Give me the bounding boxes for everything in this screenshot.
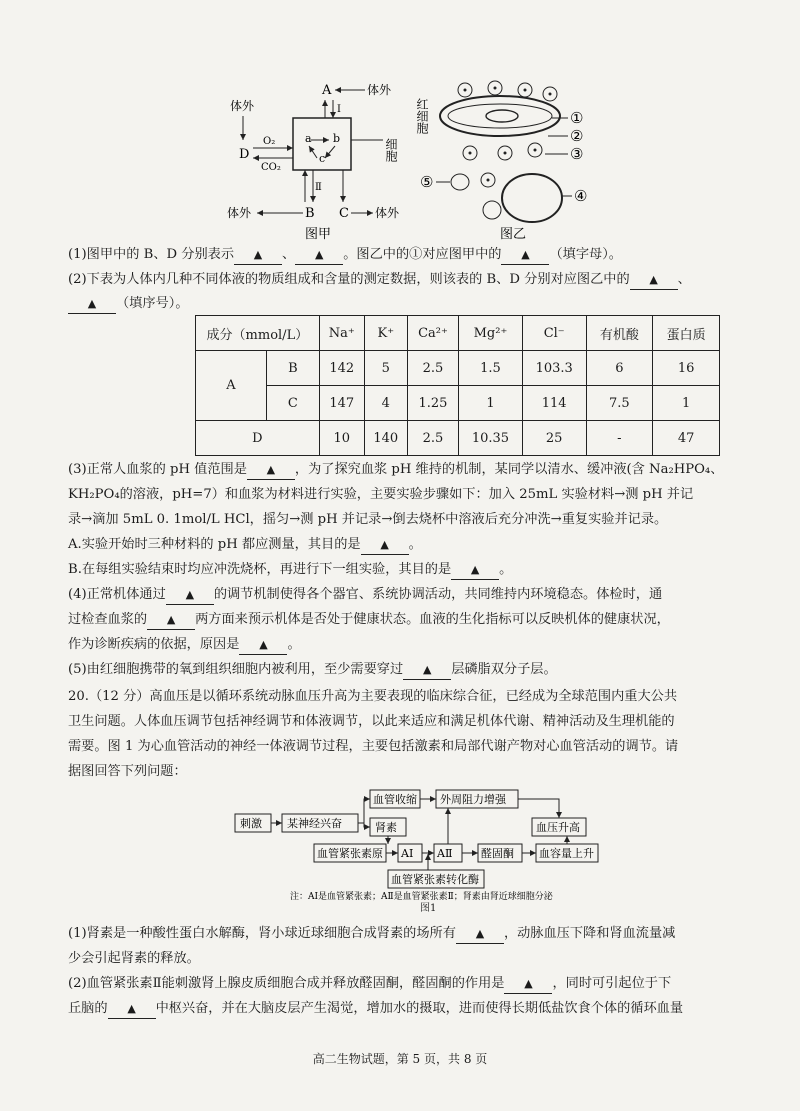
answer-blank[interactable]: ▲ — [166, 586, 214, 605]
q3-line-2: KH₂PO₄的溶液，pH=7）和血浆为材料进行实验，主要实验步骤如下：加入 25mL 实验材料→测 pH 并记 — [68, 487, 694, 502]
q2-line: (2)下表为人体内几种不同体液的物质组成和含量的测定数据，则该表的 B、D 分别对应图乙中的 ▲ 、 — [68, 271, 691, 290]
q20-line: 20.（12 分）高血压是以循环系统动脉血压升高为主要表现的临床综合征，已经成为全球范围内重大公共 — [68, 689, 678, 704]
table-header-cell: Na⁺ — [319, 316, 364, 351]
label-a: a — [305, 132, 312, 145]
q1-line: (1)图甲中的 B、D 分别表示 ▲ 、 ▲ 。图乙中的①对应图甲中的 ▲ （填字母）。 — [68, 246, 622, 265]
answer-blank[interactable]: ▲ — [247, 461, 295, 480]
q4-line-2: 过检查血浆的 ▲ 两方面来预示机体是否处于健康状态。血液的生化指标可以反映机体的健康状况， — [68, 611, 670, 630]
q4-line-3: 作为诊断疾病的依据，原因是 ▲ 。 — [68, 636, 301, 655]
row-label: D — [196, 421, 320, 456]
label-C: C — [339, 206, 349, 221]
label-rbc: 红细胞 — [415, 98, 429, 134]
answer-blank[interactable]: ▲ — [630, 271, 678, 290]
group-A-cell: A — [196, 351, 267, 421]
composition-table — [195, 315, 720, 456]
fig1-note: 注：AⅠ是血管紧张素；AⅡ是血管紧张素Ⅱ；肾素由肾近球细胞分泌 — [290, 892, 553, 902]
table-header-cell: 蛋白质 — [653, 316, 720, 351]
qA-line: A.实验开始时三种材料的 pH 都应测量，其目的是 ▲ 。 — [68, 536, 422, 555]
num-4: ④ — [574, 187, 588, 205]
answer-blank[interactable]: ▲ — [295, 246, 343, 265]
p2-line-2: 丘脑的 ▲ 中枢兴奋，并在大脑皮层产生渴觉，增加水的摄取，进而使得长期低盐饮食个体的循环血量 — [68, 1000, 683, 1019]
answer-blank[interactable]: ▲ — [108, 1000, 156, 1019]
num-5: ⑤ — [420, 173, 434, 191]
label-co2: CO₂ — [261, 162, 281, 173]
answer-blank[interactable]: ▲ — [239, 636, 287, 655]
answer-blank[interactable]: ▲ — [403, 661, 451, 680]
caption-yi: 图乙 — [500, 227, 527, 242]
q3-line-3: 录→滴加 5mL 0. 1mol/L HCl，摇匀→测 pH 并记录→倒去烧杯中溶液后充分冲洗→重复实验并记录。 — [68, 512, 668, 527]
table-row: C 147 4 1.25 1 114 7.5 1 — [196, 386, 720, 421]
caption-jia: 图甲 — [305, 227, 332, 242]
p2-line: (2)血管紧张素Ⅱ能刺激肾上腺皮质细胞合成并释放醛固酮，醛固酮的作用是 ▲ ，同时可引起位于下 — [68, 975, 671, 994]
svg-text:AⅠ: AⅠ — [401, 847, 414, 860]
qB-line: B.在每组实验结束时均应冲洗烧杯，再进行下一组实验，其目的是 ▲ 。 — [68, 561, 512, 580]
table-header-cell: Ca²⁺ — [407, 316, 458, 351]
q4-line: (4)正常机体通过 ▲ 的调节机制使得各个器官、系统协调活动，共同维持内环境稳态。体检时，通 — [68, 586, 662, 605]
answer-blank[interactable]: ▲ — [234, 246, 282, 265]
label-A: A — [322, 83, 332, 98]
table-header-row — [196, 316, 720, 351]
label-D: D — [239, 147, 250, 162]
answer-blank[interactable]: ▲ — [147, 611, 195, 630]
num-3: ③ — [570, 145, 584, 163]
q2-line-2: ▲ （填序号）。 — [68, 295, 189, 314]
svg-text:血压升高: 血压升高 — [536, 821, 580, 834]
figure-1 — [230, 786, 650, 902]
label-c: c — [319, 152, 326, 165]
capillary-4 — [502, 174, 562, 222]
num-1: ① — [570, 109, 584, 127]
label-roman1: I — [337, 104, 341, 115]
label-cell: 细胞 — [384, 138, 398, 162]
table-header-cell: Cl⁻ — [522, 316, 586, 351]
answer-blank[interactable]: ▲ — [361, 536, 409, 555]
svg-text:血管紧张素转化酶: 血管紧张素转化酶 — [391, 873, 479, 886]
label-bottom-right-out: 体外 — [375, 206, 400, 220]
figure-yi — [415, 78, 600, 243]
label-b: b — [333, 132, 341, 145]
answer-blank[interactable]: ▲ — [451, 561, 499, 580]
answer-blank[interactable]: ▲ — [456, 925, 504, 944]
q5-line: (5)由红细胞携带的氧到组织细胞内被利用，至少需要穿过 ▲ 层磷脂双分子层。 — [68, 661, 557, 680]
answer-blank[interactable]: ▲ — [504, 975, 552, 994]
label-B: B — [305, 206, 315, 221]
svg-text:刺激: 刺激 — [240, 817, 262, 830]
table-header-cell: 成分（mmol/L） — [196, 316, 320, 351]
red-cell — [486, 110, 518, 122]
svg-text:血管紧张素原: 血管紧张素原 — [317, 847, 383, 860]
svg-text:醛固酮: 醛固酮 — [481, 847, 514, 860]
q20-line-4: 据图回答下列问题： — [68, 764, 187, 779]
answer-blank[interactable]: ▲ — [501, 246, 549, 265]
label-left-in: 体外 — [230, 99, 255, 113]
svg-text:外周阻力增强: 外周阻力增强 — [440, 793, 506, 806]
label-roman2: Ⅱ — [315, 182, 322, 193]
cell-5 — [451, 174, 469, 190]
svg-text:某神经兴奋: 某神经兴奋 — [287, 817, 342, 830]
num-2: ② — [570, 127, 584, 145]
answer-blank[interactable]: ▲ — [68, 295, 116, 314]
svg-text:血管收缩: 血管收缩 — [373, 793, 417, 806]
svg-text:肾素: 肾素 — [375, 821, 397, 834]
table-row: A B 142 5 2.5 1.5 103.3 6 16 — [196, 351, 720, 386]
table-header-cell: K⁺ — [364, 316, 407, 351]
svg-text:血容量上升: 血容量上升 — [539, 847, 594, 860]
table-header-cell: 有机酸 — [586, 316, 653, 351]
p1-line-2: 少会引起肾素的释放。 — [68, 951, 200, 966]
row-label: C — [267, 386, 320, 421]
table-row: D 10 140 2.5 10.35 25 - 47 — [196, 421, 720, 456]
q20-line-3: 需要。图 1 为心血管活动的神经一体液调节过程，主要包括激素和局部代谢产物对心血管活动的调节。请 — [68, 739, 679, 754]
table-header-cell: Mg²⁺ — [459, 316, 523, 351]
svg-text:AⅡ: AⅡ — [437, 847, 453, 860]
page-footer: 高二生物试题，第 5 页，共 8 页 — [312, 1052, 488, 1066]
row-label: B — [267, 351, 320, 386]
figure-jia — [225, 78, 435, 243]
label-o2: O₂ — [263, 136, 276, 147]
label-top-out: 体外 — [367, 83, 392, 97]
label-bottom-left-out: 体外 — [227, 206, 252, 220]
q3-line: (3)正常人血浆的 pH 值范围是 ▲ ，为了探究血浆 pH 维持的机制，某同学以清水、缓冲液(含 Na₂HPO₄、 — [68, 461, 723, 480]
q20-line-2: 卫生问题。人体血压调节包括神经调节和体液调节，以此来适应和满足机体代谢、精神活动及生理机能的 — [68, 714, 675, 729]
capillary-1 — [440, 96, 560, 136]
p1-line: (1)肾素是一种酸性蛋白水解酶，肾小球近球细胞合成肾素的场所有 ▲ ，动脉血压下降和肾血流量减 — [68, 925, 675, 944]
fig1-caption: 图1 — [420, 903, 437, 914]
